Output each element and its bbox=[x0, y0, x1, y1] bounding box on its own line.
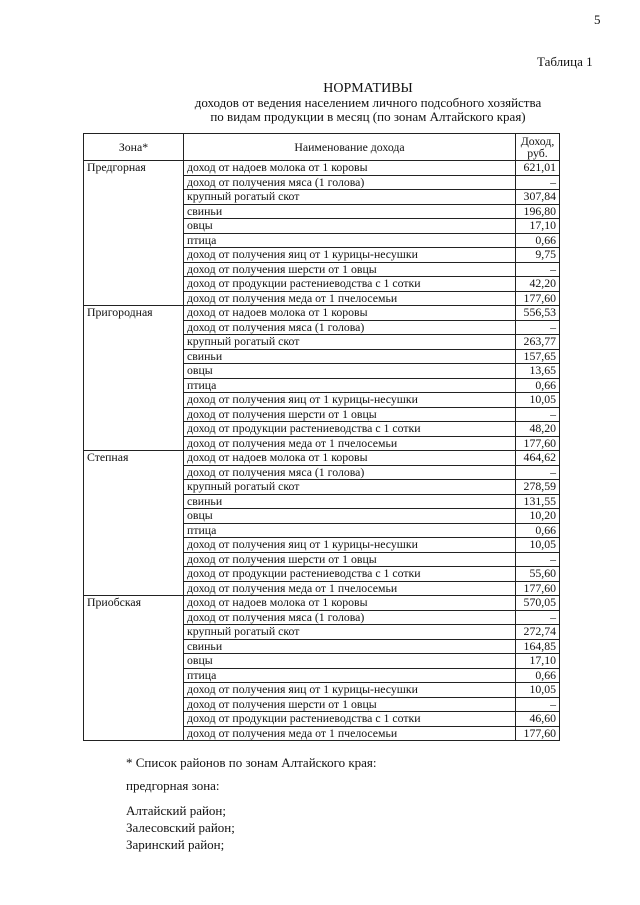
income-name-cell: доход от получения меда от 1 пчелосемьи bbox=[184, 726, 516, 741]
district-item: Алтайский район; bbox=[126, 803, 226, 818]
income-name-cell: птица bbox=[184, 668, 516, 683]
income-name-cell: крупный рогатый скот bbox=[184, 625, 516, 640]
income-value-cell: 10,05 bbox=[516, 393, 560, 408]
income-value-cell: 177,60 bbox=[516, 291, 560, 306]
table-row bbox=[84, 161, 560, 176]
income-value-cell: 196,80 bbox=[516, 204, 560, 219]
income-value-cell: 164,85 bbox=[516, 639, 560, 654]
income-value-cell: 570,05 bbox=[516, 596, 560, 611]
income-value-cell: – bbox=[516, 610, 560, 625]
income-value-cell: 177,60 bbox=[516, 436, 560, 451]
header-income-line-2: руб. bbox=[527, 146, 548, 160]
income-value-cell: 10,05 bbox=[516, 538, 560, 553]
zone-subheading: предгорная зона: bbox=[126, 778, 220, 793]
income-value-cell: – bbox=[516, 175, 560, 190]
income-value-cell: 55,60 bbox=[516, 567, 560, 582]
income-value-cell: 46,60 bbox=[516, 712, 560, 727]
income-name-cell: доход от надоев молока от 1 коровы bbox=[184, 451, 516, 466]
zone-name-cell: Приобская bbox=[84, 596, 184, 741]
footnote: * Список районов по зонам Алтайского края: bbox=[126, 755, 377, 770]
income-value-cell: 10,20 bbox=[516, 509, 560, 524]
income-name-cell: птица bbox=[184, 523, 516, 538]
income-value-cell: 621,01 bbox=[516, 161, 560, 176]
income-value-cell: 0,66 bbox=[516, 668, 560, 683]
table-header-row bbox=[84, 134, 560, 161]
income-name-cell: доход от надоев молока от 1 коровы bbox=[184, 306, 516, 321]
zone-name-cell: Пригородная bbox=[84, 306, 184, 451]
income-name-cell: овцы bbox=[184, 509, 516, 524]
income-name-cell: доход от получения мяса (1 голова) bbox=[184, 610, 516, 625]
table-row bbox=[84, 596, 560, 611]
income-name-cell: свиньи bbox=[184, 639, 516, 654]
income-value-cell: 48,20 bbox=[516, 422, 560, 437]
header-zone: Зона* bbox=[84, 134, 184, 161]
income-name-cell: доход от продукции растениеводства с 1 сотки bbox=[184, 277, 516, 292]
income-name-cell: птица bbox=[184, 233, 516, 248]
income-value-cell: 17,10 bbox=[516, 219, 560, 234]
income-value-cell: 157,65 bbox=[516, 349, 560, 364]
income-name-cell: доход от продукции растениеводства с 1 сотки bbox=[184, 567, 516, 582]
income-name-cell: свиньи bbox=[184, 204, 516, 219]
income-value-cell: 13,65 bbox=[516, 364, 560, 379]
income-value-cell: – bbox=[516, 465, 560, 480]
income-name-cell: доход от получения шерсти от 1 овцы bbox=[184, 697, 516, 712]
income-name-cell: доход от получения меда от 1 пчелосемьи bbox=[184, 291, 516, 306]
income-name-cell: доход от получения шерсти от 1 овцы bbox=[184, 407, 516, 422]
income-value-cell: 278,59 bbox=[516, 480, 560, 495]
income-name-cell: овцы bbox=[184, 654, 516, 669]
income-value-cell: 10,05 bbox=[516, 683, 560, 698]
table-title bbox=[0, 82, 640, 124]
table-body bbox=[84, 161, 560, 741]
district-item: Заринский район; bbox=[126, 837, 225, 852]
income-name-cell: птица bbox=[184, 378, 516, 393]
district-item: Залесовский район; bbox=[126, 820, 235, 835]
header-income-line-1: Доход, bbox=[520, 134, 555, 148]
income-name-cell: доход от получения мяса (1 голова) bbox=[184, 175, 516, 190]
income-value-cell: 131,55 bbox=[516, 494, 560, 509]
income-name-cell: овцы bbox=[184, 364, 516, 379]
income-value-cell: – bbox=[516, 407, 560, 422]
table-row bbox=[84, 306, 560, 321]
income-name-cell: доход от получения мяса (1 голова) bbox=[184, 465, 516, 480]
income-name-cell: крупный рогатый скот bbox=[184, 480, 516, 495]
income-value-cell: 0,66 bbox=[516, 523, 560, 538]
income-value-cell: 17,10 bbox=[516, 654, 560, 669]
income-name-cell: доход от получения яиц от 1 курицы-несушки bbox=[184, 538, 516, 553]
income-value-cell: – bbox=[516, 262, 560, 277]
income-name-cell: крупный рогатый скот bbox=[184, 190, 516, 205]
income-value-cell: 263,77 bbox=[516, 335, 560, 350]
table-row bbox=[84, 451, 560, 466]
income-name-cell: доход от надоев молока от 1 коровы bbox=[184, 596, 516, 611]
income-name-cell: доход от получения яиц от 1 курицы-несушки bbox=[184, 683, 516, 698]
income-name-cell: доход от получения меда от 1 пчелосемьи bbox=[184, 581, 516, 596]
income-value-cell: 556,53 bbox=[516, 306, 560, 321]
income-value-cell: – bbox=[516, 697, 560, 712]
income-name-cell: овцы bbox=[184, 219, 516, 234]
zone-name-cell: Степная bbox=[84, 451, 184, 596]
table-label: Таблица 1 bbox=[537, 54, 593, 69]
income-value-cell: 177,60 bbox=[516, 726, 560, 741]
title-line-1: НОРМАТИВЫ bbox=[323, 81, 413, 96]
income-value-cell: 464,62 bbox=[516, 451, 560, 466]
income-value-cell: – bbox=[516, 552, 560, 567]
title-line-3: по видам продукции в месяц (по зонам Алтайского края) bbox=[210, 109, 526, 124]
income-name-cell: свиньи bbox=[184, 349, 516, 364]
income-name-cell: доход от надоев молока от 1 коровы bbox=[184, 161, 516, 176]
income-name-cell: доход от получения яиц от 1 курицы-несушки bbox=[184, 248, 516, 263]
income-value-cell: 307,84 bbox=[516, 190, 560, 205]
income-name-cell: доход от продукции растениеводства с 1 сотки bbox=[184, 712, 516, 727]
income-name-cell: доход от получения яиц от 1 курицы-несушки bbox=[184, 393, 516, 408]
header-name: Наименование дохода bbox=[184, 134, 516, 161]
income-name-cell: свиньи bbox=[184, 494, 516, 509]
income-value-cell: 0,66 bbox=[516, 378, 560, 393]
income-value-cell: 177,60 bbox=[516, 581, 560, 596]
income-name-cell: крупный рогатый скот bbox=[184, 335, 516, 350]
income-name-cell: доход от получения шерсти от 1 овцы bbox=[184, 552, 516, 567]
income-value-cell: 272,74 bbox=[516, 625, 560, 640]
page-number: 5 bbox=[594, 12, 601, 27]
zone-name-cell: Предгорная bbox=[84, 161, 184, 306]
income-value-cell: 42,20 bbox=[516, 277, 560, 292]
income-name-cell: доход от продукции растениеводства с 1 сотки bbox=[184, 422, 516, 437]
district-list bbox=[126, 802, 235, 853]
income-value-cell: 9,75 bbox=[516, 248, 560, 263]
income-name-cell: доход от получения мяса (1 голова) bbox=[184, 320, 516, 335]
income-name-cell: доход от получения шерсти от 1 овцы bbox=[184, 262, 516, 277]
header-income bbox=[516, 134, 560, 161]
income-value-cell: 0,66 bbox=[516, 233, 560, 248]
norms-table bbox=[83, 133, 560, 741]
income-value-cell: – bbox=[516, 320, 560, 335]
income-name-cell: доход от получения меда от 1 пчелосемьи bbox=[184, 436, 516, 451]
title-line-2: доходов от ведения населением личного подсобного хозяйства bbox=[194, 95, 542, 110]
